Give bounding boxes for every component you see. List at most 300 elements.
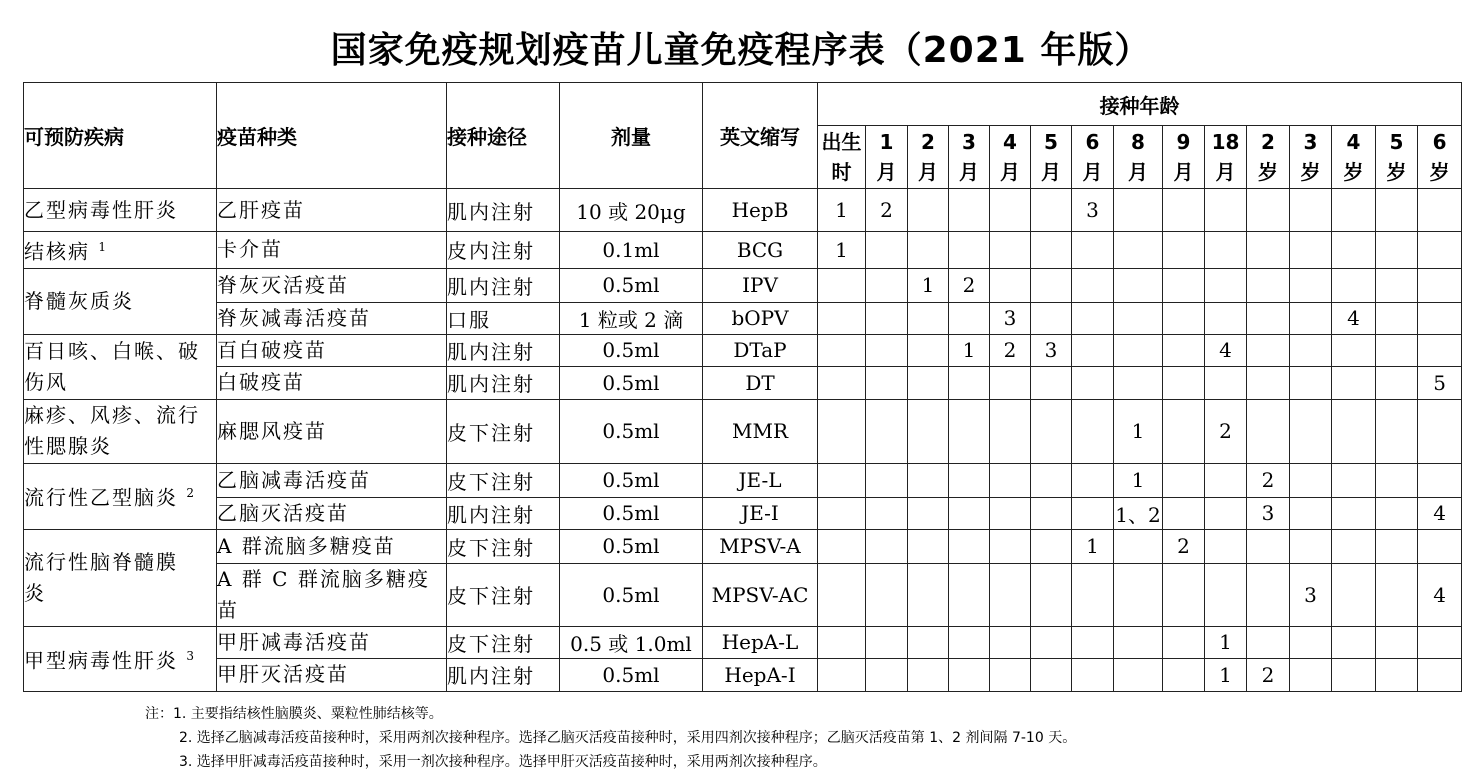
dose-number-cell: 1 — [1114, 399, 1163, 463]
dose-number-cell — [949, 563, 990, 626]
abbr-cell: HepA-I — [703, 658, 818, 691]
dose-number-cell — [866, 626, 908, 658]
dose-number-cell — [990, 497, 1031, 529]
dose-number-cell — [908, 189, 949, 232]
vaccine-name-text: 脊灰灭活疫苗 — [217, 272, 349, 297]
age-header-0 — [818, 126, 866, 189]
dose-cell: 0.1ml — [560, 232, 703, 269]
dose-number-cell — [1163, 658, 1205, 691]
dose-number-cell: 2 — [949, 268, 990, 302]
dose-number-cell — [866, 302, 908, 334]
table-row — [24, 334, 1462, 366]
vaccine-name — [217, 529, 447, 563]
dose-number-cell: 1 — [818, 189, 866, 232]
age-header-5 — [1031, 126, 1072, 189]
dose-number-cell — [1072, 366, 1114, 399]
dose-number-cell — [1332, 658, 1376, 691]
dose-number-cell — [1072, 232, 1114, 269]
age-header-bottom: 时 — [831, 160, 852, 184]
dose-number-cell — [1418, 334, 1462, 366]
dose-number-cell — [990, 626, 1031, 658]
dose-number-cell — [818, 366, 866, 399]
age-header-10 — [1247, 126, 1290, 189]
vaccine-name — [217, 189, 447, 232]
age-header-bottom: 岁 — [1343, 160, 1364, 184]
dose-number-cell — [1205, 497, 1247, 529]
age-header-bottom: 岁 — [1258, 160, 1278, 184]
vaccine-name-text: 麻腮风疫苗 — [217, 418, 327, 443]
age-header-top: 3 — [962, 130, 976, 154]
dose-number-cell — [1031, 189, 1072, 232]
dose-number-cell — [1205, 366, 1247, 399]
dose-number-cell — [1418, 399, 1462, 463]
dose-number-cell — [908, 463, 949, 497]
age-header-bottom: 月 — [1128, 160, 1148, 184]
dose-number-cell — [1163, 232, 1205, 269]
disease-name: 流行性乙型脑炎 — [24, 485, 178, 510]
dose-number-cell — [1290, 529, 1332, 563]
age-header-bottom: 月 — [1041, 160, 1061, 184]
age-header-bottom: 月 — [1082, 160, 1103, 184]
age-header-13 — [1376, 126, 1418, 189]
dose-number-cell — [1247, 334, 1290, 366]
dose-number-cell — [1247, 366, 1290, 399]
dose-number-cell — [1031, 302, 1072, 334]
dose-number-cell — [1418, 658, 1462, 691]
dose-number-cell — [1114, 529, 1163, 563]
dose-number-cell — [949, 463, 990, 497]
dose-number-cell: 2 — [866, 189, 908, 232]
footnote-marker: 2 — [186, 486, 194, 501]
dose-number-cell — [866, 268, 908, 302]
dose-number-cell — [1332, 626, 1376, 658]
dose-number-cell — [1332, 497, 1376, 529]
disease-name: 炎 — [24, 580, 46, 605]
age-header-bottom: 月 — [959, 160, 979, 184]
dose-number-cell — [1290, 399, 1332, 463]
dose-number-cell — [908, 563, 949, 626]
age-header-12 — [1332, 126, 1376, 189]
dose-number-cell — [1332, 189, 1376, 232]
dose-number-cell — [866, 563, 908, 626]
dose-cell: 0.5ml — [560, 366, 703, 399]
dose-number-cell — [1072, 626, 1114, 658]
dose-number-cell — [1290, 366, 1332, 399]
route-cell: 肌内注射 — [447, 497, 560, 529]
dose-number-cell — [1290, 302, 1332, 334]
dose-number-cell — [990, 189, 1031, 232]
vaccine-name — [217, 626, 447, 658]
dose-number-cell — [1247, 232, 1290, 269]
age-header-2 — [908, 126, 949, 189]
dose-number-cell — [1290, 497, 1332, 529]
disease-cell — [24, 529, 217, 626]
dose-number-cell — [949, 366, 990, 399]
dose-number-cell: 2 — [1247, 463, 1290, 497]
header-dose: 剂量 — [560, 83, 703, 189]
dose-number-cell — [1376, 232, 1418, 269]
abbr-cell: bOPV — [703, 302, 818, 334]
dose-number-cell — [949, 626, 990, 658]
age-header-top: 4 — [1003, 130, 1017, 154]
abbr-cell: HepA-L — [703, 626, 818, 658]
dose-number-cell — [1163, 268, 1205, 302]
abbr-cell: MMR — [703, 399, 818, 463]
dose-number-cell — [1376, 626, 1418, 658]
dose-number-cell — [949, 658, 990, 691]
route-cell: 皮内注射 — [447, 232, 560, 269]
age-header-4 — [990, 126, 1031, 189]
dose-number-cell — [1418, 463, 1462, 497]
route-cell: 皮下注射 — [447, 399, 560, 463]
header-vaccine: 疫苗种类 — [217, 83, 447, 189]
age-header-bottom: 月 — [1000, 160, 1020, 184]
vaccine-name — [217, 658, 447, 691]
dose-number-cell — [818, 334, 866, 366]
dose-number-cell — [1376, 302, 1418, 334]
route-cell: 口服 — [447, 302, 560, 334]
dose-number-cell: 4 — [1418, 497, 1462, 529]
dose-number-cell — [1163, 334, 1205, 366]
dose-number-cell — [866, 463, 908, 497]
dose-number-cell — [1031, 232, 1072, 269]
vaccine-name-text: 百白破疫苗 — [217, 337, 327, 362]
dose-number-cell: 1、2 — [1114, 497, 1163, 529]
dose-number-cell — [949, 232, 990, 269]
dose-number-cell — [1247, 302, 1290, 334]
dose-number-cell: 3 — [1290, 563, 1332, 626]
dose-number-cell — [1290, 189, 1332, 232]
table-row — [24, 189, 1462, 232]
dose-number-cell — [1031, 268, 1072, 302]
table-row — [24, 399, 1462, 463]
dose-number-cell: 4 — [1332, 302, 1376, 334]
dose-number-cell: 2 — [990, 334, 1031, 366]
dose-number-cell — [818, 463, 866, 497]
dose-number-cell — [1072, 399, 1114, 463]
dose-number-cell: 3 — [990, 302, 1031, 334]
dose-cell: 1 粒或 2 滴 — [560, 302, 703, 334]
dose-number-cell — [1376, 399, 1418, 463]
dose-number-cell — [1031, 563, 1072, 626]
disease-name: 伤风 — [24, 369, 68, 394]
age-header-11 — [1290, 126, 1332, 189]
age-header-top: 出生 — [821, 130, 862, 154]
dose-number-cell — [990, 463, 1031, 497]
age-header-bottom: 月 — [1173, 160, 1194, 184]
disease-cell — [24, 399, 217, 463]
table-row — [24, 268, 1462, 302]
age-header-top: 3 — [1303, 130, 1318, 154]
dose-number-cell — [1332, 268, 1376, 302]
dose-number-cell — [1332, 366, 1376, 399]
dose-number-cell — [990, 232, 1031, 269]
dose-number-cell — [818, 497, 866, 529]
dose-cell: 0.5ml — [560, 563, 703, 626]
dose-number-cell: 5 — [1418, 366, 1462, 399]
dose-number-cell: 2 — [1247, 658, 1290, 691]
dose-number-cell — [1072, 497, 1114, 529]
dose-number-cell — [1072, 302, 1114, 334]
dose-number-cell — [1290, 463, 1332, 497]
dose-number-cell — [866, 334, 908, 366]
dose-number-cell — [1247, 189, 1290, 232]
dose-number-cell — [1418, 529, 1462, 563]
dose-number-cell — [1163, 626, 1205, 658]
dose-number-cell — [1332, 463, 1376, 497]
dose-number-cell — [1290, 268, 1332, 302]
dose-number-cell — [1205, 529, 1247, 563]
abbr-cell: JE-I — [703, 497, 818, 529]
dose-number-cell — [1290, 626, 1332, 658]
disease-name: 百日咳、白喉、破 — [24, 338, 200, 363]
dose-number-cell — [949, 399, 990, 463]
dose-number-cell — [1418, 626, 1462, 658]
header-row-1 — [24, 83, 1462, 126]
dose-number-cell — [1031, 399, 1072, 463]
vaccine-name — [217, 497, 447, 529]
vaccine-name — [217, 302, 447, 334]
dose-number-cell — [908, 497, 949, 529]
dose-number-cell — [1290, 334, 1332, 366]
dose-number-cell — [1072, 658, 1114, 691]
dose-number-cell — [949, 302, 990, 334]
dose-number-cell — [908, 232, 949, 269]
dose-number-cell — [1332, 399, 1376, 463]
vaccine-name — [217, 399, 447, 463]
dose-number-cell — [1114, 366, 1163, 399]
page-title: 国家免疫规划疫苗儿童免疫程序表（2021 年版） — [330, 30, 1152, 71]
dose-number-cell — [990, 658, 1031, 691]
age-header-bottom: 岁 — [1429, 160, 1450, 184]
vaccine-name-text: 乙肝疫苗 — [217, 197, 305, 222]
footnote-3: 3. 选择甲肝减毒活疫苗接种时，采用一剂次接种程序。选择甲肝灭活疫苗接种时，采用两剂次接种程序。 — [179, 754, 827, 770]
dose-number-cell — [1114, 563, 1163, 626]
footnote-marker: 1 — [98, 240, 106, 254]
dose-number-cell — [818, 626, 866, 658]
abbr-cell: MPSV-AC — [703, 563, 818, 626]
header-disease: 可预防疾病 — [24, 83, 217, 189]
abbr-cell: MPSV-A — [703, 529, 818, 563]
age-header-6 — [1072, 126, 1114, 189]
table-row — [24, 563, 1462, 626]
vaccine-name-text: A 群流脑多糖疫苗 — [217, 533, 396, 558]
dose-number-cell — [1376, 529, 1418, 563]
dose-number-cell — [990, 366, 1031, 399]
dose-number-cell — [1072, 563, 1114, 626]
dose-cell: 0.5ml — [560, 334, 703, 366]
dose-number-cell — [1163, 366, 1205, 399]
disease-name: 甲型病毒性肝炎 — [24, 648, 178, 673]
age-header-7 — [1114, 126, 1163, 189]
abbr-cell: HepB — [703, 189, 818, 232]
route-cell: 皮下注射 — [447, 626, 560, 658]
dose-number-cell — [1376, 268, 1418, 302]
table-row — [24, 302, 1462, 334]
dose-number-cell — [1114, 232, 1163, 269]
dose-number-cell — [990, 529, 1031, 563]
age-header-top: 2 — [1261, 130, 1275, 154]
dose-number-cell — [1031, 366, 1072, 399]
abbr-cell: DT — [703, 366, 818, 399]
immunization-schedule-table — [23, 82, 1462, 692]
route-cell: 皮下注射 — [447, 529, 560, 563]
table-row — [24, 232, 1462, 269]
dose-number-cell — [818, 563, 866, 626]
disease-name: 结核病 — [24, 239, 90, 264]
disease-cell — [24, 463, 217, 529]
table-row — [24, 366, 1462, 399]
dose-number-cell — [866, 232, 908, 269]
abbr-cell: JE-L — [703, 463, 818, 497]
disease-cell — [24, 268, 217, 334]
vaccine-name-text: 乙脑灭活疫苗 — [217, 500, 349, 525]
dose-number-cell — [1031, 658, 1072, 691]
dose-number-cell — [1247, 626, 1290, 658]
dose-number-cell: 4 — [1418, 563, 1462, 626]
abbr-cell: BCG — [703, 232, 818, 269]
dose-number-cell — [1332, 563, 1376, 626]
dose-number-cell — [1376, 334, 1418, 366]
dose-number-cell — [990, 268, 1031, 302]
table-row — [24, 626, 1462, 658]
footnote-1: 注：1. 主要指结核性脑膜炎、粟粒性肺结核等。 — [145, 706, 443, 722]
age-header-1 — [866, 126, 908, 189]
header-abbr: 英文缩写 — [703, 83, 818, 189]
dose-cell: 0.5ml — [560, 497, 703, 529]
dose-number-cell — [1376, 497, 1418, 529]
dose-number-cell — [818, 658, 866, 691]
disease-name: 麻疹、风疹、流行 — [24, 403, 200, 428]
dose-number-cell — [1376, 563, 1418, 626]
abbr-cell: DTaP — [703, 334, 818, 366]
dose-cell: 10 或 20μg — [560, 189, 703, 232]
vaccine-name — [217, 268, 447, 302]
dose-number-cell — [1332, 232, 1376, 269]
route-cell: 皮下注射 — [447, 463, 560, 497]
dose-number-cell — [1163, 463, 1205, 497]
dose-number-cell — [1163, 189, 1205, 232]
dose-number-cell — [866, 366, 908, 399]
age-header-top: 1 — [879, 130, 894, 154]
dose-number-cell — [818, 268, 866, 302]
route-cell: 肌内注射 — [447, 189, 560, 232]
dose-number-cell: 1 — [1205, 658, 1247, 691]
dose-number-cell — [1205, 189, 1247, 232]
vaccine-name — [217, 232, 447, 269]
dose-number-cell: 1 — [1205, 626, 1247, 658]
dose-number-cell — [818, 399, 866, 463]
dose-number-cell — [990, 563, 1031, 626]
dose-number-cell — [818, 529, 866, 563]
dose-number-cell — [1290, 232, 1332, 269]
dose-number-cell — [990, 399, 1031, 463]
dose-number-cell — [1114, 302, 1163, 334]
dose-number-cell — [1376, 366, 1418, 399]
table-row — [24, 529, 1462, 563]
dose-number-cell: 1 — [818, 232, 866, 269]
dose-number-cell — [866, 658, 908, 691]
dose-cell: 0.5ml — [560, 463, 703, 497]
dose-number-cell — [908, 399, 949, 463]
dose-number-cell — [908, 658, 949, 691]
dose-number-cell — [1418, 232, 1462, 269]
dose-number-cell — [1031, 497, 1072, 529]
dose-number-cell — [1163, 497, 1205, 529]
dose-cell: 0.5ml — [560, 658, 703, 691]
dose-number-cell — [949, 497, 990, 529]
dose-number-cell — [1376, 658, 1418, 691]
table-row — [24, 463, 1462, 497]
dose-number-cell — [1247, 563, 1290, 626]
dose-number-cell: 3 — [1247, 497, 1290, 529]
route-cell: 肌内注射 — [447, 268, 560, 302]
dose-number-cell — [908, 366, 949, 399]
dose-number-cell — [1072, 334, 1114, 366]
dose-number-cell — [1205, 302, 1247, 334]
dose-number-cell — [908, 334, 949, 366]
header-age-group: 接种年龄 — [818, 83, 1462, 126]
dose-cell: 0.5ml — [560, 399, 703, 463]
age-header-top: 2 — [921, 130, 935, 154]
age-header-bottom: 月 — [1215, 160, 1236, 184]
abbr-cell: IPV — [703, 268, 818, 302]
table-row — [24, 497, 1462, 529]
footnotes — [145, 702, 1076, 774]
dose-number-cell: 4 — [1205, 334, 1247, 366]
route-cell: 皮下注射 — [447, 563, 560, 626]
dose-number-cell: 1 — [908, 268, 949, 302]
dose-number-cell: 1 — [949, 334, 990, 366]
table-row — [24, 658, 1462, 691]
vaccine-name-text: 甲肝灭活疫苗 — [217, 662, 349, 687]
dose-number-cell — [1205, 232, 1247, 269]
dose-number-cell — [1205, 463, 1247, 497]
dose-number-cell — [1332, 334, 1376, 366]
vaccine-name — [217, 366, 447, 399]
dose-number-cell — [1114, 189, 1163, 232]
disease-cell — [24, 232, 217, 269]
dose-number-cell: 1 — [1114, 463, 1163, 497]
age-header-8 — [1163, 126, 1205, 189]
dose-number-cell: 3 — [1072, 189, 1114, 232]
disease-name: 脊髓灰质炎 — [24, 288, 134, 313]
vaccine-name — [217, 463, 447, 497]
dose-number-cell — [908, 529, 949, 563]
age-header-14 — [1418, 126, 1462, 189]
disease-name: 乙型病毒性肝炎 — [24, 197, 178, 222]
dose-number-cell — [908, 626, 949, 658]
dose-number-cell — [1290, 658, 1332, 691]
age-header-top: 8 — [1131, 130, 1145, 154]
dose-cell: 0.5ml — [560, 268, 703, 302]
age-header-top: 5 — [1389, 130, 1404, 154]
dose-number-cell: 1 — [1072, 529, 1114, 563]
dose-number-cell — [1247, 268, 1290, 302]
route-cell: 肌内注射 — [447, 334, 560, 366]
route-cell: 肌内注射 — [447, 366, 560, 399]
dose-number-cell — [1376, 189, 1418, 232]
dose-number-cell — [1247, 399, 1290, 463]
age-header-top: 18 — [1211, 130, 1240, 154]
dose-number-cell — [1163, 302, 1205, 334]
age-header-bottom: 月 — [876, 160, 897, 184]
dose-number-cell — [1114, 626, 1163, 658]
dose-number-cell — [1031, 463, 1072, 497]
vaccine-name-text: A 群 C 群流脑多糖疫苗 — [217, 566, 430, 622]
age-header-bottom: 岁 — [1300, 160, 1321, 184]
disease-name: 流行性脑脊髓膜 — [24, 549, 178, 574]
